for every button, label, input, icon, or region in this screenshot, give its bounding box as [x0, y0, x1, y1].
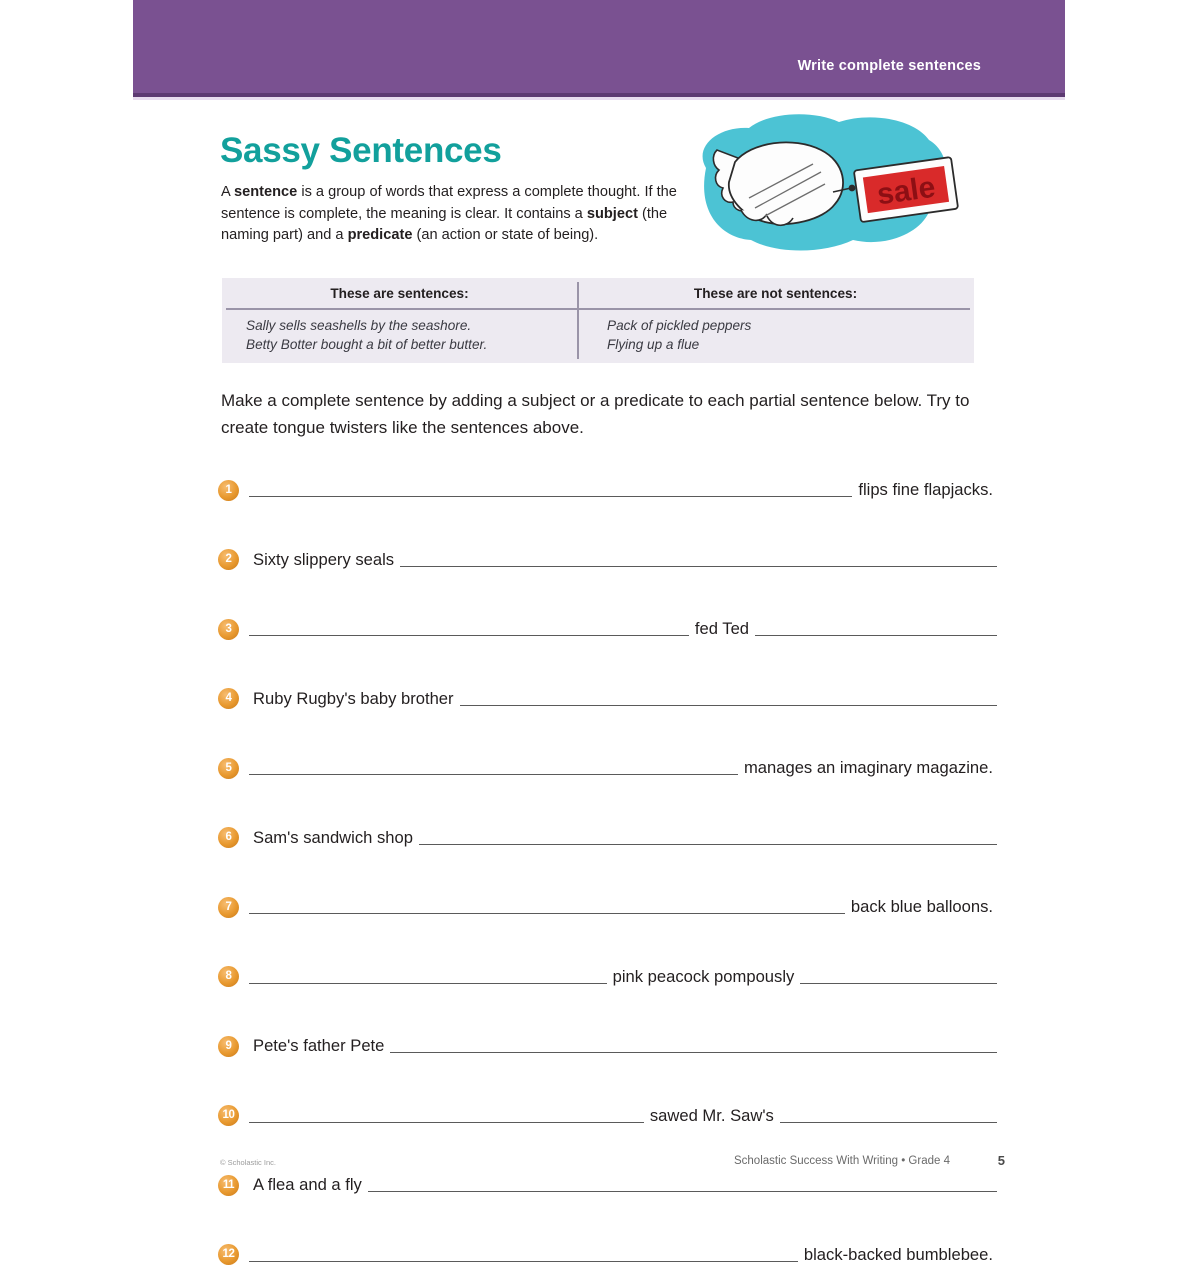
exercise-partial-text: Sam's sandwich shop: [253, 827, 413, 847]
sentence-example-2: Betty Botter bought a bit of better butter.: [246, 336, 488, 352]
exercise-partial-text: sawed Mr. Saw's: [649, 1105, 774, 1125]
exercise-partial-text: Sixty slippery seals: [253, 549, 395, 569]
exercise-number-badge: 1: [218, 480, 239, 501]
exercise-number-badge: 2: [218, 549, 239, 570]
exercise-number-badge: 11: [218, 1175, 239, 1196]
footer-copyright: © Scholastic Inc.: [220, 1158, 276, 1167]
exercise-item-5: [218, 749, 998, 787]
answer-blank[interactable]: [460, 692, 997, 706]
answer-blank[interactable]: [249, 1109, 644, 1123]
table-header-not-sentences: These are not sentences:: [693, 286, 858, 301]
worksheet-page: [133, 0, 1065, 1264]
footer-page-number: 5: [997, 1153, 1005, 1168]
exercise-partial-text: Pete's father Pete: [253, 1036, 385, 1055]
answer-blank[interactable]: [390, 1039, 997, 1053]
answer-blank[interactable]: [368, 1178, 997, 1192]
exercise-item-12: [218, 1236, 998, 1274]
exercise-number-badge: 12: [218, 1244, 239, 1265]
tag-label: sale: [874, 170, 938, 212]
exercise-item-8: [218, 958, 998, 996]
exercise-item-9: [218, 1027, 998, 1065]
exercise-item-6: [218, 819, 998, 857]
answer-blank[interactable]: [249, 622, 689, 636]
intro-bold-predicate: predicate: [347, 227, 413, 243]
exercise-number-badge: 4: [218, 688, 239, 709]
exercise-partial-text: fed Ted: [694, 619, 750, 638]
footer-book-title: Scholastic Success With Writing • Grade 4: [733, 1155, 950, 1167]
header-topic-label: Write complete sentences: [797, 58, 981, 74]
exercise-number-badge: 9: [218, 1036, 239, 1057]
directions-text: Make a complete sentence by adding a subject or a predicate to each partial sentence below. Try to create tongue twisters like the sentences above.: [221, 391, 970, 437]
exercise-partial-text: black-backed bumblebee.: [803, 1244, 993, 1264]
exercise-item-4: [218, 680, 998, 718]
exercise-partial-text: manages an imaginary magazine.: [743, 758, 993, 777]
exercise-item-3: [218, 610, 998, 648]
answer-blank[interactable]: [800, 970, 997, 984]
answer-blank[interactable]: [419, 831, 997, 845]
answer-blank[interactable]: [780, 1109, 997, 1123]
not-sentence-example-2: Flying up a flue: [607, 336, 700, 352]
answer-blank[interactable]: [400, 553, 997, 567]
exercise-item-2: [218, 541, 998, 579]
table-header-sentences: These are sentences:: [330, 286, 469, 301]
exercise-partial-text: back blue balloons.: [850, 897, 993, 916]
exercise-number-badge: 3: [218, 619, 239, 640]
exercise-partial-text: Ruby Rugby's baby brother: [253, 688, 454, 708]
exercise-number-badge: 8: [218, 966, 239, 987]
exercise-number-badge: 10: [218, 1105, 239, 1126]
exercise-item-10: [218, 1097, 998, 1135]
exercise-item-11: [218, 1166, 998, 1204]
answer-blank[interactable]: [249, 761, 738, 775]
exercise-list: [133, 0, 1065, 1264]
intro-bold-subject: subject: [586, 205, 638, 222]
intro-text-2: is a group of words that express a complete thought. If the sentence is complete, the meaning is clear. It contains a: [221, 184, 677, 222]
intro-bold-sentence: sentence: [233, 184, 298, 200]
exercise-item-7: [218, 888, 998, 926]
exercise-partial-text: flips fine flapjacks.: [858, 480, 993, 499]
answer-blank[interactable]: [755, 622, 997, 636]
answer-blank[interactable]: [249, 900, 845, 914]
answer-blank[interactable]: [249, 970, 607, 984]
sentence-example-1: Sally sells seashells by the seashore.: [246, 318, 472, 333]
intro-text-1: A: [221, 184, 234, 200]
exercise-number-badge: 5: [218, 758, 239, 779]
exercise-number-badge: 7: [218, 897, 239, 918]
exercise-partial-text: pink peacock pompously: [612, 966, 795, 986]
exercise-partial-text: A flea and a fly: [253, 1175, 362, 1194]
exercise-number-badge: 6: [218, 827, 239, 848]
exercise-item-1: [218, 471, 998, 509]
not-sentence-example-1: Pack of pickled peppers: [607, 318, 752, 333]
intro-text-4: (an action or state of being).: [412, 227, 599, 243]
answer-blank[interactable]: [249, 1248, 798, 1262]
intro-text-3: (the naming part) and a: [221, 205, 668, 243]
answer-blank[interactable]: [249, 483, 852, 497]
page-title: Sassy Sentences: [220, 131, 502, 170]
